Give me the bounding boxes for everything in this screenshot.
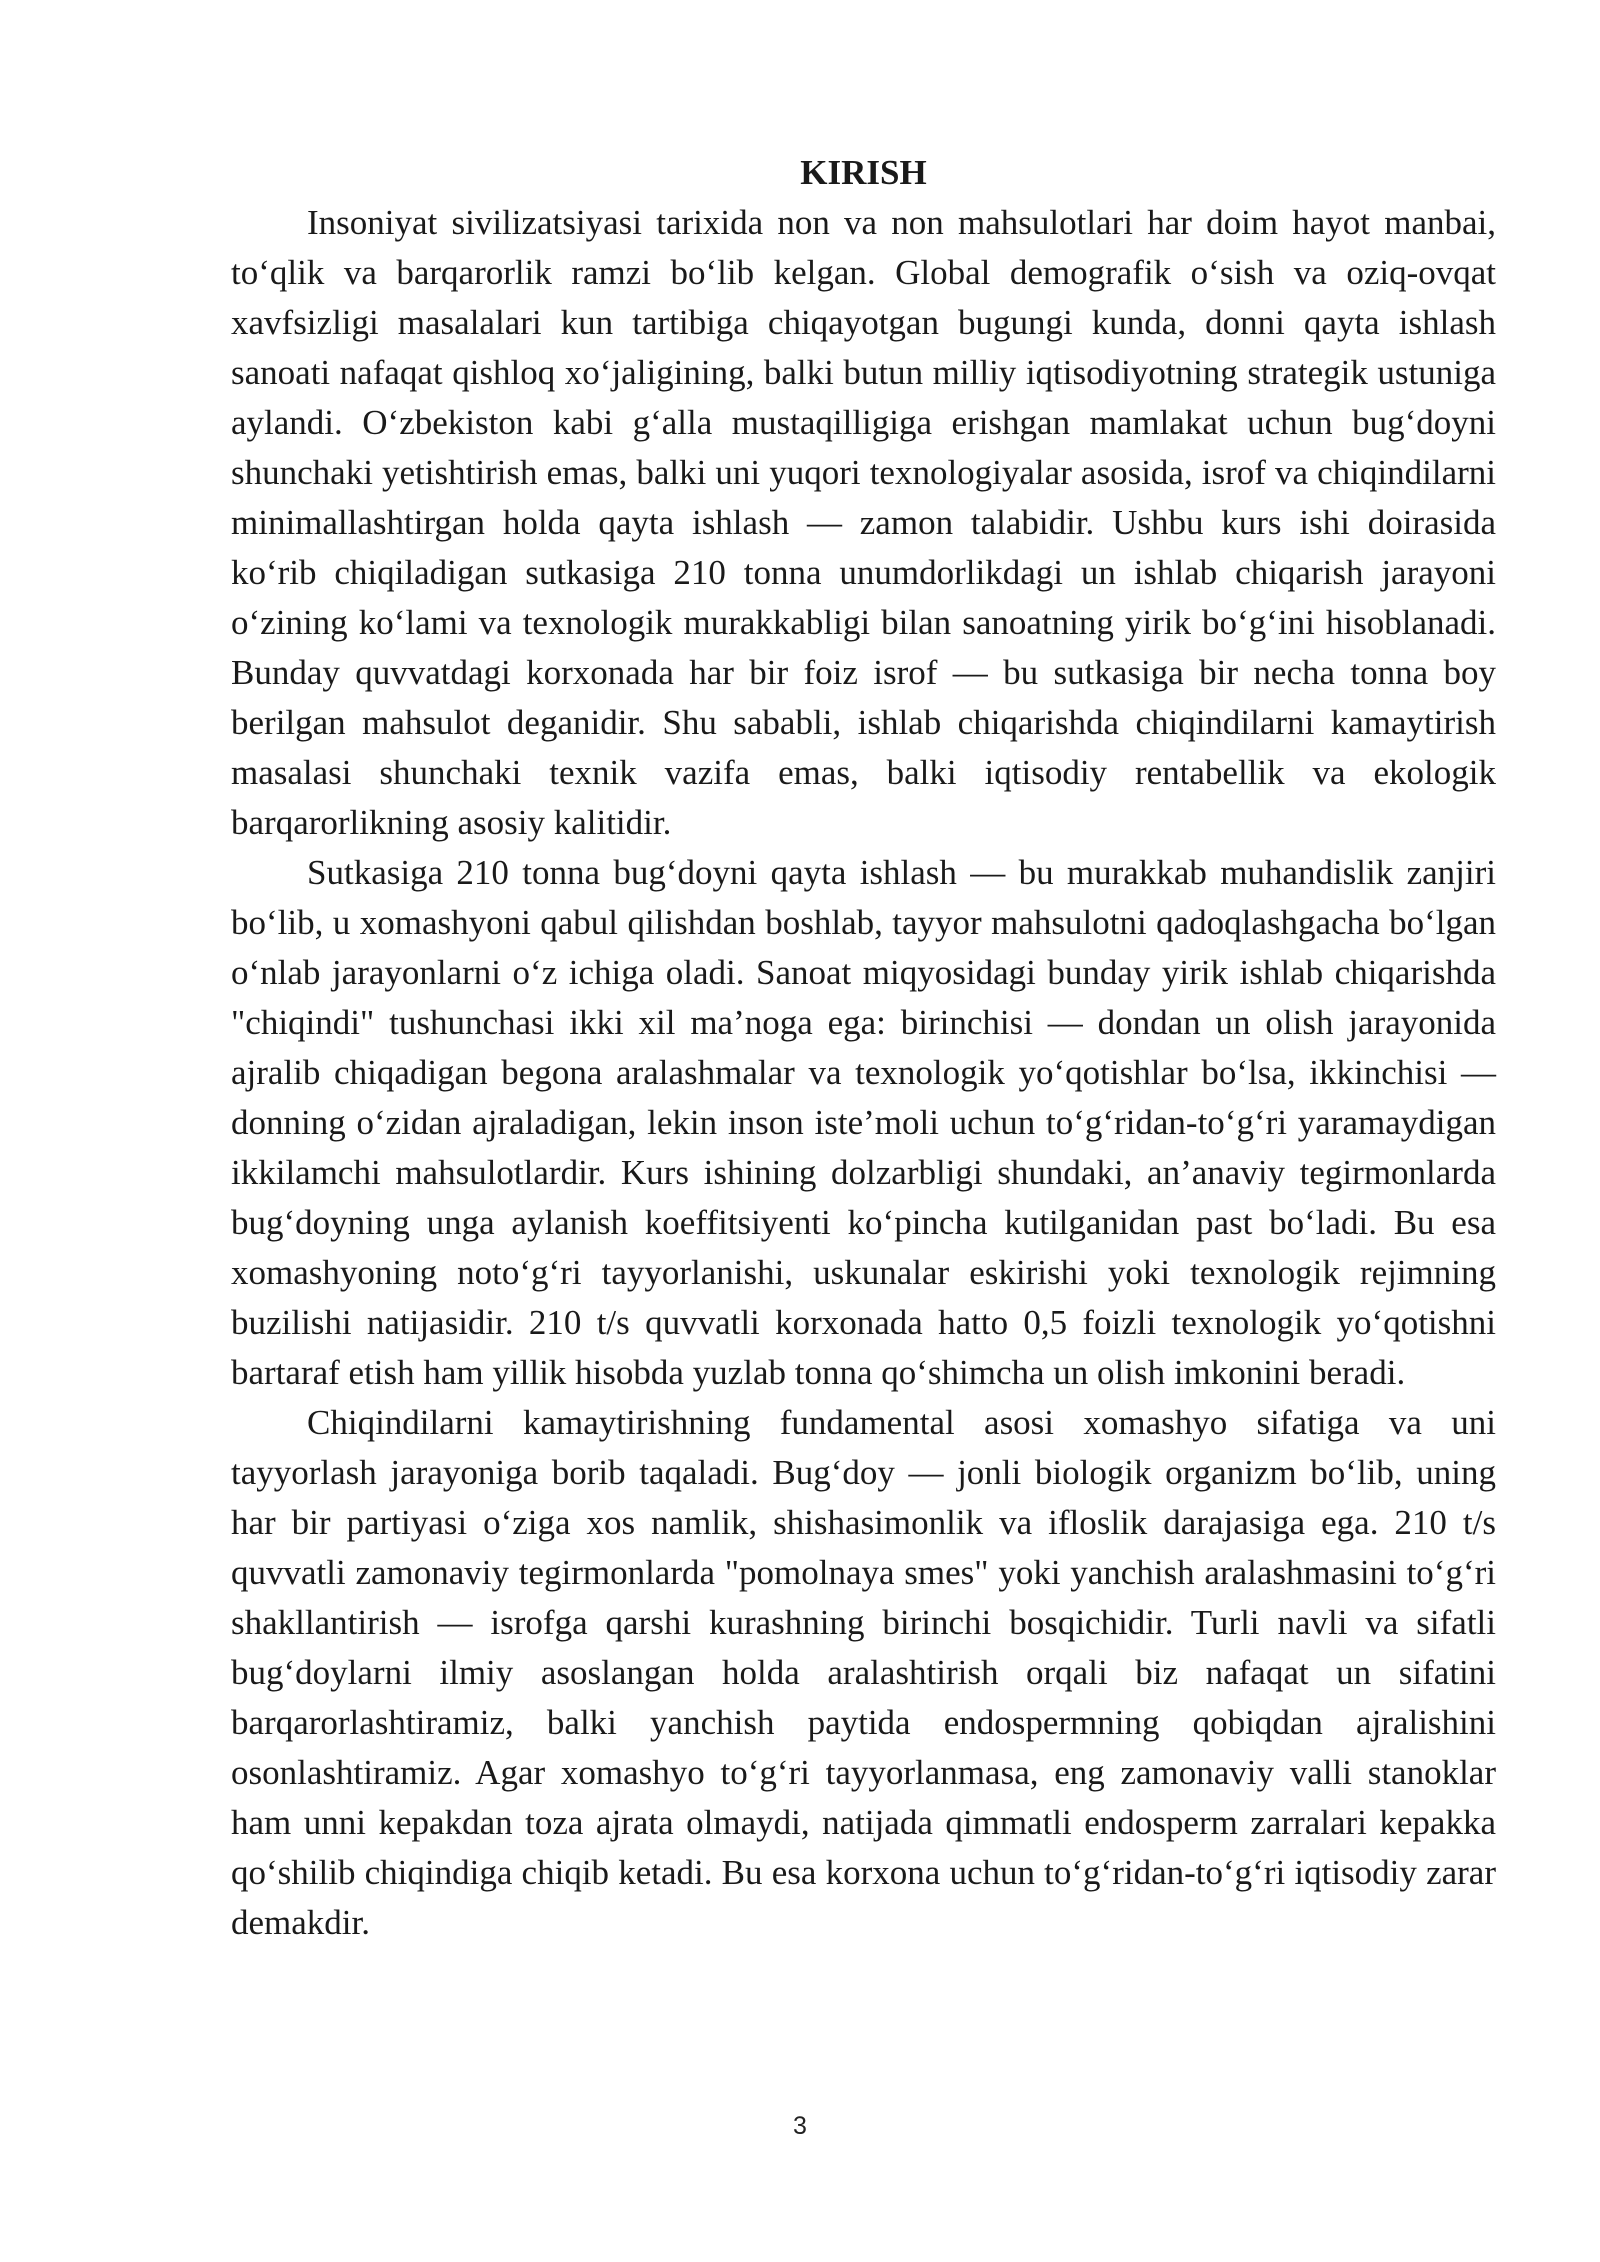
page-content — [231, 148, 1496, 1948]
page-number: 3 — [793, 2112, 807, 2140]
section-heading: KIRISH — [800, 153, 927, 192]
paragraph-2: Sutkasiga 210 tonna bug‘doyni qayta ishlash — bu murakkab muhandislik zanjiri bo‘lib, u xomashyoni qabul qilishdan boshlab, tayyor mahsulotni qadoqlashgacha bo‘lgan o‘nlab jarayonlarni o‘z ichiga oladi. Sanoat miqyosidagi bunday yirik ishlab chiqarishda "chiqindi" tushunchasi ikki xil ma’noga ega: birinchisi — dondan un olish jarayonida ajralib chiqadigan begona aralashmalar va texnologik yo‘qotishlar bo‘lsa, ikkinchisi — donning o‘zidan ajraladigan, lekin inson iste’moli uchun to‘g‘ridan-to‘g‘ri yaramaydigan ikkilamchi mahsulotlardir. Kurs ishining dolzarbligi shundaki, an’anaviy tegirmonlarda bug‘doyning unga aylanish koeffitsiyenti ko‘pincha kutilganidan past bo‘ladi. Bu esa xomashyoning noto‘g‘ri tayyorlanishi, uskunalar eskirishi yoki texnologik rejimning buzilishi natijasidir. 210 t/s quvvatli korxonada hatto 0,5 foizli texnologik yo‘qotishni bartaraf etish ham yillik hisobda yuzlab tonna qo‘shimcha un olish imkonini beradi. — [231, 853, 1496, 1392]
paragraph-3: Chiqindilarni kamaytirishning fundamental asosi xomashyo sifatiga va uni tayyorlash jarayoniga borib taqaladi. Bug‘doy — jonli biologik organizm bo‘lib, uning har bir partiyasi o‘ziga xos namlik, shishasimonlik va ifloslik darajasiga ega. 210 t/s quvvatli zamonaviy tegirmonlarda "pomolnaya smes" yoki yanchish aralashmasini to‘g‘ri shakllantirish — isrofga qarshi kurashning birinchi bosqichidir. Turli navli va sifatli bug‘doylarni ilmiy asoslangan holda aralashtirish orqali biz nafaqat un sifatini barqarorlashtiramiz, balki yanchish paytida endospermning qobiqdan ajralishini osonlashtiramiz. Agar xomashyo to‘g‘ri tayyorlanmasa, eng zamonaviy valli stanoklar ham unni kepakdan toza ajrata olmaydi, natijada qimmatli endosperm zarralari kepakka qo‘shilib chiqindiga chiqib ketadi. Bu esa korxona uchun to‘g‘ridan-to‘g‘ri iqtisodiy zarar demakdir. — [231, 1403, 1496, 1942]
paragraph-1: Insoniyat sivilizatsiyasi tarixida non va non mahsulotlari har doim hayot manbai, to‘qlik va barqarorlik ramzi bo‘lib kelgan. Global demografik o‘sish va oziq-ovqat xavfsizligi masalalari kun tartibiga chiqayotgan bugungi kunda, donni qayta ishlash sanoati nafaqat qishloq xo‘jaligining, balki butun milliy iqtisodiyotning strategik ustuniga aylandi. O‘zbekiston kabi g‘alla mustaqilligiga erishgan mamlakat uchun bug‘doyni shunchaki yetishtirish emas, balki uni yuqori texnologiyalar asosida, isrof va chiqindilarni minimallashtirgan holda qayta ishlash — zamon talabidir. Ushbu kurs ishi doirasida ko‘rib chiqiladigan sutkasiga 210 tonna unumdorlikdagi un ishlab chiqarish jarayoni o‘zining ko‘lami va texnologik murakkabligi bilan sanoatning yirik bo‘g‘ini hisoblanadi. Bunday quvvatdagi korxonada har bir foiz isrof — bu sutkasiga bir necha tonna boy berilgan mahsulot deganidir. Shu sababli, ishlab chiqarishda chiqindilarni kamaytirish masalasi shunchaki texnik vazifa emas, balki iqtisodiy rentabellik va ekologik barqarorlikning asosiy kalitidir. — [231, 203, 1496, 842]
